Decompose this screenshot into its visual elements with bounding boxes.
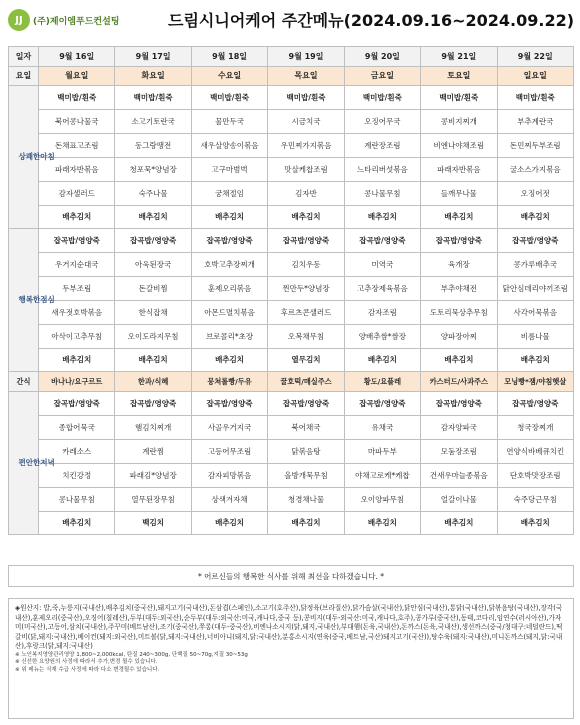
origin-note: ※ 신선한 요양원의 사정에 따라서 추가,변경 될수 있습니다. xyxy=(15,659,158,666)
menu-item: 궁채절임 xyxy=(191,182,267,206)
weekly-menu-table xyxy=(8,46,574,535)
menu-item: 카레소스 xyxy=(39,440,115,464)
menu-item: 파래자반볶음 xyxy=(421,158,497,182)
breakfast-row xyxy=(9,206,574,229)
menu-item: 백김치 xyxy=(115,512,191,535)
menu-item: 잡곡밥/영양죽 xyxy=(421,229,497,253)
menu-item: 양파장아찌 xyxy=(421,325,497,349)
lunch-row xyxy=(9,277,574,301)
menu-item: 잡곡밥/영양죽 xyxy=(191,392,267,416)
breakfast-label-text: 상쾌한아침 xyxy=(18,152,55,162)
menu-item: 도토리묵상추무침 xyxy=(421,301,497,325)
menu-item: 배추김치 xyxy=(421,349,497,372)
menu-item: 파래자반볶음 xyxy=(39,158,115,182)
menu-item: 들깨무나물 xyxy=(421,182,497,206)
menu-item: 배추김치 xyxy=(39,349,115,372)
menu-item: 배추김치 xyxy=(497,349,573,372)
menu-item: 배추김치 xyxy=(268,512,344,535)
menu-item: 잡곡밥/영양죽 xyxy=(421,392,497,416)
menu-item: 우민찌가지볶음 xyxy=(268,134,344,158)
lunch-row xyxy=(9,349,574,372)
day-cell: 금요일 xyxy=(344,67,420,86)
menu-item: 콩나물무침 xyxy=(344,182,420,206)
menu-item: 청포묵*양념장 xyxy=(115,158,191,182)
snack-item: 뭉쳐롤빵/두유 xyxy=(191,372,267,392)
menu-item: 비엔나야채조림 xyxy=(421,134,497,158)
menu-item: 새우살양송이볶음 xyxy=(191,134,267,158)
day-cell: 월요일 xyxy=(39,67,115,86)
menu-item: 파래김*양념장 xyxy=(115,464,191,488)
date-row xyxy=(9,47,574,67)
lunch-label-text: 행복한점심 xyxy=(18,295,55,305)
menu-item: 시금치국 xyxy=(268,110,344,134)
menu-item: 배추김치 xyxy=(421,206,497,229)
menu-item: 오징어무국 xyxy=(344,110,420,134)
lunch-row xyxy=(9,301,574,325)
dinner-row xyxy=(9,488,574,512)
page-title: 드림시니어케어 주간메뉴(2024.09.16~2024.09.22) xyxy=(168,11,575,30)
menu-item: 잡곡밥/영양죽 xyxy=(115,229,191,253)
menu-item: 배추김치 xyxy=(191,349,267,372)
menu-item: 얼갈이나물 xyxy=(421,488,497,512)
menu-item: 닭안심데리야끼조림 xyxy=(497,277,573,301)
breakfast-row xyxy=(9,134,574,158)
date-cell: 9월 19일 xyxy=(268,47,344,67)
lunch-row xyxy=(9,253,574,277)
menu-item: 부추계란국 xyxy=(497,110,573,134)
menu-item: 돈민찌두부조림 xyxy=(497,134,573,158)
menu-item: 잡곡밥/영양죽 xyxy=(115,392,191,416)
date-cell: 9월 17일 xyxy=(115,47,191,67)
menu-item: 햄김치찌개 xyxy=(115,416,191,440)
menu-item: 사골우거지국 xyxy=(191,416,267,440)
lunch-row xyxy=(9,325,574,349)
menu-item: 단호박맛장조림 xyxy=(497,464,573,488)
menu-item: 훈제오리볶음 xyxy=(191,277,267,301)
day-cell: 목요일 xyxy=(268,67,344,86)
breakfast-row xyxy=(9,158,574,182)
menu-item: 감자샐러드 xyxy=(39,182,115,206)
lunch-row xyxy=(9,229,574,253)
menu-item: 숙주나물 xyxy=(115,182,191,206)
menu-item: 열무된장무침 xyxy=(115,488,191,512)
menu-item: 배추김치 xyxy=(115,206,191,229)
snack-item: 바나나/요구르트 xyxy=(39,372,115,392)
menu-item: 비름나물 xyxy=(497,325,573,349)
snack-item: 카스터드/사과주스 xyxy=(421,372,497,392)
menu-item: 청국장찌개 xyxy=(497,416,573,440)
menu-item: 감자양파국 xyxy=(421,416,497,440)
notice-banner: * 어르신들의 행복한 식사를 위해 최선을 다하겠습니다. * xyxy=(8,565,574,587)
menu-item: 미역국 xyxy=(344,253,420,277)
menu-item: 김치우동 xyxy=(268,253,344,277)
dinner-row xyxy=(9,464,574,488)
dinner-row xyxy=(9,392,574,416)
date-cell: 9월 22일 xyxy=(497,47,573,67)
menu-item: 배추김치 xyxy=(497,206,573,229)
menu-item: 새우젓호박볶음 xyxy=(39,301,115,325)
menu-item: 후르츠콘샐러드 xyxy=(268,301,344,325)
menu-item: 계란장조림 xyxy=(344,134,420,158)
menu-item: 돈채표고조림 xyxy=(39,134,115,158)
menu-item: 잡곡밥/영양죽 xyxy=(39,392,115,416)
menu-item: 감자조림 xyxy=(344,301,420,325)
menu-item: 배추김치 xyxy=(344,512,420,535)
origin-text: ◈원산지: 밥,죽,누룽지(국내산),배추김치(중국산),돼지고기(국내산),돈삼겹(스페인),소고기(호주산),닭정육(브라질산),닭가슴살(국내산),닭안심(국내산),통닭(국내산),닭볶음탕(국내산),장각(국내산),훈제오리(중국산),오징어(칠레산),두부(대두:외국산),순두부(대두:외국산:미국,캐나다,중국 등),콩비지(대두-외국산:미국,캐나다,호주),콩가루(중국산),동태,코다리,임연수(러시아산),가자미(미국산),고등어,삼치(국내산),주꾸미(베트남산),조기(중국산),쭈롱(대두-중국산),비엔나소시지(닭,돼지,국내산),부대햄(돈육,국내산),돈까스(돈육,국내산),생선까스(중국/청대구:네덜란드),떡갈비(닭,돼지:국내산),베이컨(돼지:외국산),미트볼(닭,돼지:국내산),너비아니(돼지,닭:국내산),분홍소시지(연육(중국,베트남,국산)돼지고기(국산)),탕수육(돼지:국내산),미니돈까스(돼지,닭:국내산),후랑크(닭,돼지:국내산) xyxy=(15,604,563,651)
company-logo xyxy=(8,9,119,31)
menu-item: 백미밥/흰죽 xyxy=(268,86,344,110)
day-label: 요일 xyxy=(9,67,39,86)
menu-item: 배추김치 xyxy=(421,512,497,535)
dinner-row xyxy=(9,512,574,535)
menu-item: 북어콩나물국 xyxy=(39,110,115,134)
date-cell: 9월 21일 xyxy=(421,47,497,67)
menu-item: 오복채무침 xyxy=(268,325,344,349)
menu-item: 청경채나물 xyxy=(268,488,344,512)
dinner-label-text: 편안한저녁 xyxy=(18,458,55,468)
menu-item: 오이양파무침 xyxy=(344,488,420,512)
breakfast-row xyxy=(9,110,574,134)
menu-item: 브로콜리*초장 xyxy=(191,325,267,349)
menu-item: 백미밥/흰죽 xyxy=(497,86,573,110)
menu-item: 고추장제육볶음 xyxy=(344,277,420,301)
menu-item: 잡곡밥/영양죽 xyxy=(344,229,420,253)
menu-item: 유채국 xyxy=(344,416,420,440)
menu-item: 콩가루배추국 xyxy=(497,253,573,277)
menu-item: 양배추쌈*쌈장 xyxy=(344,325,420,349)
menu-item: 고등어무조림 xyxy=(191,440,267,464)
origin-info xyxy=(8,598,574,719)
breakfast-label xyxy=(9,86,55,229)
menu-item: 연양식바베큐치킨 xyxy=(497,440,573,464)
menu-item: 우거지순대국 xyxy=(39,253,115,277)
page-header xyxy=(0,0,580,42)
snack-item: 모닝빵*잼/야침햇살 xyxy=(497,372,573,392)
menu-item: 돈갈비찜 xyxy=(115,277,191,301)
menu-item: 잡곡밥/영양죽 xyxy=(268,229,344,253)
menu-item: 배추김치 xyxy=(191,206,267,229)
menu-item: 치킨강정 xyxy=(39,464,115,488)
snack-item: 한과/식혜 xyxy=(115,372,191,392)
menu-item: 올방개묵무침 xyxy=(268,464,344,488)
menu-item: 콩나물무침 xyxy=(39,488,115,512)
menu-item: 잡곡밥/영양죽 xyxy=(191,229,267,253)
menu-item: 배추김치 xyxy=(344,206,420,229)
menu-item: 동그랑땡전 xyxy=(115,134,191,158)
menu-item: 백미밥/흰죽 xyxy=(39,86,115,110)
menu-item: 마파두부 xyxy=(344,440,420,464)
menu-item: 한식잡채 xyxy=(115,301,191,325)
day-row xyxy=(9,67,574,86)
menu-item: 배추김치 xyxy=(115,349,191,372)
menu-item: 육개장 xyxy=(421,253,497,277)
snack-item: 꿀호떡/매실주스 xyxy=(268,372,344,392)
menu-item: 백미밥/흰죽 xyxy=(421,86,497,110)
day-cell: 일요일 xyxy=(497,67,573,86)
day-cell: 수요일 xyxy=(191,67,267,86)
menu-item: 백미밥/흰죽 xyxy=(344,86,420,110)
day-cell: 화요일 xyxy=(115,67,191,86)
origin-note: ※ 노인복지영양관리영양 1,800~2,000kcal, 탄질 240~300g, 단백질 50~70g,지질 30~53g xyxy=(15,651,248,658)
menu-item: 배추김치 xyxy=(268,206,344,229)
breakfast-row xyxy=(9,86,574,110)
menu-item: 배추김치 xyxy=(39,512,115,535)
snack-label: 간식 xyxy=(9,372,39,392)
menu-item: 호박고추장찌개 xyxy=(191,253,267,277)
menu-item: 굴소스가지볶음 xyxy=(497,158,573,182)
menu-item: 찐만두*양념장 xyxy=(268,277,344,301)
menu-item: 계란찜 xyxy=(115,440,191,464)
menu-item: 종합어묵국 xyxy=(39,416,115,440)
menu-item: 부추야채전 xyxy=(421,277,497,301)
menu-item: 배추김치 xyxy=(497,512,573,535)
menu-item: 아몬드멸치볶음 xyxy=(191,301,267,325)
date-cell: 9월 18일 xyxy=(191,47,267,67)
menu-item: 잡곡밥/영양죽 xyxy=(497,392,573,416)
menu-item: 잡곡밥/영양죽 xyxy=(39,229,115,253)
date-label: 일자 xyxy=(9,47,39,67)
dinner-row xyxy=(9,416,574,440)
snack-row xyxy=(9,372,574,392)
menu-item: 북어채국 xyxy=(268,416,344,440)
dinner-row xyxy=(9,440,574,464)
menu-item: 모둠장조림 xyxy=(421,440,497,464)
menu-item: 백미밥/흰죽 xyxy=(191,86,267,110)
menu-item: 잡곡밥/영양죽 xyxy=(497,229,573,253)
menu-item: 오징어젓 xyxy=(497,182,573,206)
menu-item: 열무김치 xyxy=(268,349,344,372)
menu-item: 잡곡밥/영양죽 xyxy=(344,392,420,416)
breakfast-row xyxy=(9,182,574,206)
day-cell: 토요일 xyxy=(421,67,497,86)
menu-item: 고구마범벅 xyxy=(191,158,267,182)
origin-note: ※ 위 메뉴는 식재 수급 사정에 따라 다소 변경될수 있습니다. xyxy=(15,667,160,674)
menu-item: 배추김치 xyxy=(39,206,115,229)
menu-item: 건새우마늘종볶음 xyxy=(421,464,497,488)
menu-item: 백미밥/흰죽 xyxy=(115,86,191,110)
dinner-label xyxy=(9,392,55,535)
menu-item: 숙주당근무침 xyxy=(497,488,573,512)
menu-item: 아삭이고추무침 xyxy=(39,325,115,349)
menu-item: 김자반 xyxy=(268,182,344,206)
menu-item: 감자피망볶음 xyxy=(191,464,267,488)
logo-icon: JJ xyxy=(8,9,30,31)
menu-item: 사각어묵볶음 xyxy=(497,301,573,325)
menu-item: 상색겨자채 xyxy=(191,488,267,512)
menu-item: 콩비지찌개 xyxy=(421,110,497,134)
company-name: (주)제이엠푸드컨설팅 xyxy=(33,16,120,27)
menu-item: 맛살케찹조림 xyxy=(268,158,344,182)
snack-item: 황도/요플레 xyxy=(344,372,420,392)
menu-item: 소고기토란국 xyxy=(115,110,191,134)
menu-item: 아욱된장국 xyxy=(115,253,191,277)
menu-item: 닭볶음탕 xyxy=(268,440,344,464)
menu-item: 물만두국 xyxy=(191,110,267,134)
lunch-label xyxy=(9,229,55,372)
date-cell: 9월 16일 xyxy=(39,47,115,67)
menu-item: 배추김치 xyxy=(344,349,420,372)
menu-item: 배추김치 xyxy=(191,512,267,535)
menu-item: 야채고로케*케찹 xyxy=(344,464,420,488)
menu-item: 잡곡밥/영양죽 xyxy=(268,392,344,416)
menu-item: 두부조림 xyxy=(39,277,115,301)
date-cell: 9월 20일 xyxy=(344,47,420,67)
menu-item: 느타리버섯볶음 xyxy=(344,158,420,182)
menu-item: 오이도라지무침 xyxy=(115,325,191,349)
